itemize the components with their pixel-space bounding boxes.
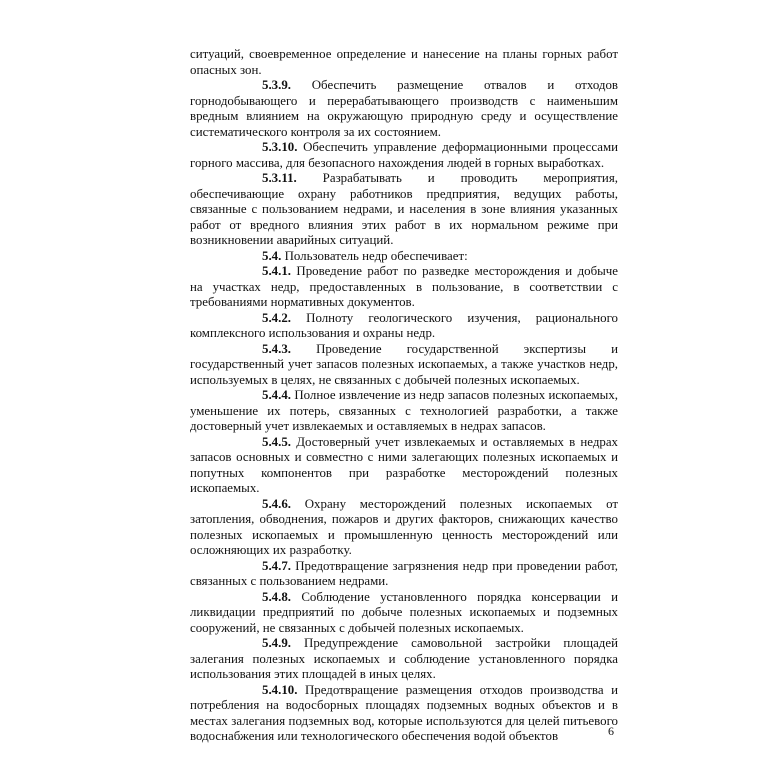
paragraph-5-4-9 [190, 636, 618, 683]
paragraph-5-4-5 [190, 435, 618, 497]
paragraph-5-3-9 [190, 78, 618, 140]
paragraph-text: Предупреждение самовольной застройки площадей залегания полезных ископаемых и соблюдение установленного порядка использования этих площадей в иных целях. [190, 636, 618, 681]
paragraph-number: 5.4.5. [262, 434, 292, 449]
continuation-paragraph: ситуаций, своевременное определение и нанесение на планы горных работ опасных зон. [190, 47, 618, 77]
paragraph-text: Обеспечить управление деформационными процессами горного массива, для безопасного нахождения людей в горных выработках. [190, 140, 618, 170]
paragraph-5-3-10 [190, 140, 618, 171]
paragraph-number: 5.3.10. [262, 140, 298, 154]
paragraph-5-4-3 [190, 342, 618, 389]
paragraph-text: Охрану месторождений полезных ископаемых от затопления, обводнения, пожаров и других факторов, снижающих качество полезных ископаемых и промышленную ценность месторождений или осложняющих их разработку. [190, 496, 618, 557]
paragraph-number: 5.4.10. [262, 682, 298, 697]
paragraph-text: Предотвращение размещения отходов производства и потребления на водосборных площадях подземных водных объектов и в местах залегания подземных вод, которые используются для целей питьевого водоснабжения или технологического обеспечения водой объектов [190, 682, 618, 743]
paragraph-number: 5.4.1. [262, 264, 292, 278]
paragraph-5-3-11 [190, 171, 618, 249]
paragraph-number: 5.3.11. [262, 171, 297, 185]
paragraph-5-4-7 [190, 559, 618, 590]
paragraph-number: 5.4.6. [262, 496, 292, 511]
paragraph-number: 5.4.7. [262, 558, 292, 573]
paragraph-5-4-2 [190, 311, 618, 342]
paragraph-number: 5.4.9. [262, 636, 292, 650]
paragraph-text: Разрабатывать и проводить мероприятия, обеспечивающие охрану работников предприятия, ведущих работы, связанные с пользованием недрами, и населения в зоне влияния указанных работ от вредного влияния этих работ в их нормальном режиме при возникновении аварийных ситуаций. [190, 171, 618, 247]
paragraph-number: 5.4.8. [262, 589, 292, 604]
paragraph-5-4-10 [190, 683, 618, 745]
page-number: 6 [608, 724, 614, 738]
text-block [190, 47, 618, 745]
paragraph-number: 5.4.2. [262, 310, 292, 325]
paragraph-text: Обеспечить размещение отвалов и отходов горнодобывающего и перерабатывающего производств с наименьшим вредным влиянием на окружающую природную среду и осуществление систематического контроля за их состоянием. [190, 78, 618, 139]
paragraph-text: Проведение работ по разведке месторождения и добыче на участках недр, предоставленных в пользование, в соответствии с требованиями нормативных документов. [190, 264, 618, 309]
paragraph-number: 5.4. [262, 248, 282, 263]
paragraph-text: Проведение государственной экспертизы и государственный учет запасов полезных ископаемых, а также участков недр, используемых в целях, не связанных с добычей полезных ископаемых. [190, 341, 618, 387]
paragraph-5-4-6 [190, 497, 618, 559]
paragraph-5-4-1 [190, 264, 618, 311]
paragraph-5-4-4 [190, 388, 618, 435]
paragraph-text: Соблюдение установленного порядка консервации и ликвидации предприятий по добыче полезных ископаемых и подземных сооружений, не связанных с добычей полезных ископаемых. [190, 589, 618, 635]
paragraph-number: 5.4.3. [262, 341, 292, 356]
paragraph-text: Предотвращение загрязнения недр при проведении работ, связанных с пользованием недрами. [190, 558, 618, 588]
paragraph-text: Полноту геологического изучения, рационального комплексного использования и охраны недр. [190, 310, 618, 340]
paragraph-number: 5.3.9. [262, 78, 292, 92]
paragraph-5-4-8 [190, 590, 618, 637]
paragraph-text: Пользователь недр обеспечивает: [284, 248, 468, 263]
paragraph-text: Полное извлечение из недр запасов полезных ископаемых, уменьшение их потерь, связанных с технологией разработки, а также достоверный учет извлекаемых и оставляемых в недрах запасов. [190, 388, 618, 433]
paragraph-text: Достоверный учет извлекаемых и оставляемых в недрах запасов основных и совместно с ними залегающих полезных ископаемых и попутных компонентов при разработке месторождений полезных ископаемых. [190, 434, 618, 495]
paragraph-5-4 [190, 249, 618, 265]
paragraph-number: 5.4.4. [262, 388, 292, 402]
